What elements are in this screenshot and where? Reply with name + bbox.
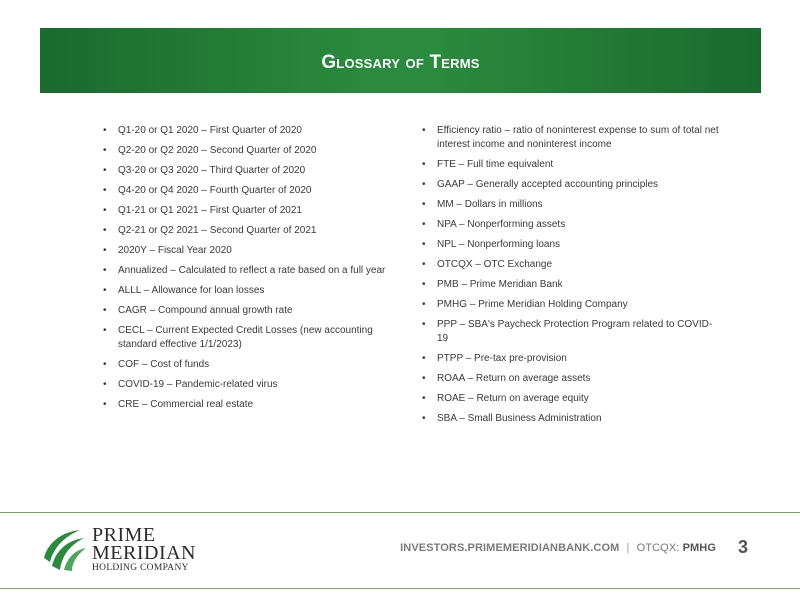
list-item <box>103 304 403 318</box>
list-item <box>103 284 403 298</box>
list-item <box>422 258 722 272</box>
list-item <box>103 144 403 158</box>
list-item <box>103 224 403 238</box>
list-item <box>422 352 722 366</box>
term-text: • Q1-21 or Q1 2021 – First Quarter of 2021 <box>118 205 302 216</box>
term-text: • Q1-20 or Q1 2020 – First Quarter of 2020 <box>118 125 302 136</box>
list-item <box>103 398 403 412</box>
term-text: • MM – Dollars in millions <box>437 199 543 210</box>
term-text: • CAGR – Compound annual growth rate <box>118 305 293 316</box>
list-item <box>422 124 722 152</box>
page-title: Glossary of Terms <box>321 51 480 73</box>
list-item <box>103 244 403 258</box>
list-item <box>422 298 722 312</box>
term-text: • PPP – SBA's Paycheck Protection Program related to COVID-19 <box>437 319 713 344</box>
logo-line-3: HOLDING COMPANY <box>92 563 189 573</box>
list-item <box>103 204 403 218</box>
company-logo <box>40 524 240 576</box>
list-item <box>422 412 722 426</box>
logo-wordmark <box>92 526 196 573</box>
logo-line-1: PRIME <box>92 524 156 546</box>
term-text: • PMB – Prime Meridian Bank <box>437 279 563 290</box>
term-text: • COF – Cost of funds <box>118 359 210 370</box>
term-text: • Q4-20 or Q4 2020 – Fourth Quarter of 2020 <box>118 185 312 196</box>
investor-website-link[interactable]: INVESTORS.PRIMEMERIDIANBANK.COM <box>400 542 620 554</box>
glossary-list-right <box>422 124 722 432</box>
term-text: • Annualized – Calculated to reflect a rate based on a full year <box>118 265 386 276</box>
title-banner <box>40 28 761 93</box>
list-item <box>422 158 722 172</box>
term-text: • OTCQX – OTC Exchange <box>437 259 553 270</box>
footer-separator: | <box>626 542 630 554</box>
list-item <box>422 238 722 252</box>
term-text: • PTPP – Pre-tax pre-provision <box>437 353 567 364</box>
list-item <box>422 278 722 292</box>
logo-line-2: MERIDIAN <box>92 542 196 564</box>
term-text: • SBA – Small Business Administration <box>437 413 602 424</box>
term-text: • COVID-19 – Pandemic-related virus <box>118 379 278 390</box>
term-text: • ALLL – Allowance for loan losses <box>118 285 265 296</box>
term-text: • ROAE – Return on average equity <box>437 393 589 404</box>
ticker-symbol: PMHG <box>682 542 716 554</box>
term-text: • Q2-20 or Q2 2020 – Second Quarter of 2020 <box>118 145 317 156</box>
term-text: • CRE – Commercial real estate <box>118 399 254 410</box>
term-text: • 2020Y – Fiscal Year 2020 <box>118 245 232 256</box>
list-item <box>103 184 403 198</box>
term-text: • NPL – Nonperforming loans <box>437 239 561 250</box>
meridian-swoosh-icon <box>40 524 88 572</box>
term-text: • ROAA – Return on average assets <box>437 373 591 384</box>
list-item <box>422 198 722 212</box>
term-text: • FTE – Full time equivalent <box>437 159 554 170</box>
list-item <box>103 264 403 278</box>
term-text: • Q3-20 or Q3 2020 – Third Quarter of 2020 <box>118 165 306 176</box>
glossary-list-left <box>103 124 403 418</box>
list-item <box>103 124 403 138</box>
list-item <box>103 378 403 392</box>
term-text: • Efficiency ratio – ratio of noninterest expense to sum of total net interest income and noninterest income <box>437 125 719 150</box>
list-item <box>422 318 722 346</box>
term-text: • GAAP – Generally accepted accounting principles <box>437 179 659 190</box>
list-item <box>422 218 722 232</box>
page-number: 3 <box>738 537 749 557</box>
list-item <box>103 358 403 372</box>
term-text: • Q2-21 or Q2 2021 – Second Quarter of 2021 <box>118 225 317 236</box>
list-item <box>422 178 722 192</box>
list-item <box>103 324 403 352</box>
footer-divider-top <box>0 512 800 513</box>
term-text: • PMHG – Prime Meridian Holding Company <box>437 299 628 310</box>
list-item <box>422 372 722 386</box>
footer-divider-bottom <box>0 588 800 589</box>
footer-info <box>400 542 716 554</box>
term-text: • CECL – Current Expected Credit Losses (new accounting standard effective 1/1/2023) <box>118 325 373 350</box>
list-item <box>103 164 403 178</box>
list-item <box>422 392 722 406</box>
ticker-label: OTCQX: <box>636 542 680 554</box>
term-text: • NPA – Nonperforming assets <box>437 219 566 230</box>
